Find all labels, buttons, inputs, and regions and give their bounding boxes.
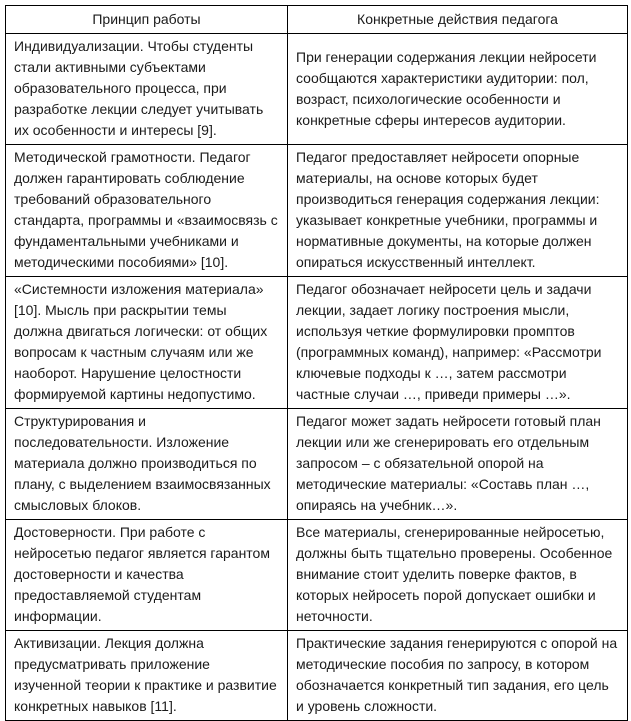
table-row: [6, 409, 628, 520]
table-row: [6, 631, 628, 721]
actions-cell: При генерации содержания лекции нейросети сообщаются характеристики аудитории: пол, возраст, психологические особенности и конкретные сферы интересов аудитории.: [288, 34, 628, 145]
actions-cell: Педагог может задать нейросети готовый план лекции или же сгенерировать его отдельным запросом – с обязательной опорой на методические материалы: «Составь план …, опираясь на учебник…».: [288, 409, 628, 520]
table-row: [6, 145, 628, 277]
actions-cell: Педагог предоставляет нейросети опорные материалы, на основе которых будет производиться генерация содержания лекции: указывает конкретные учебники, программы и нормативные документы, на которые должен опираться искусственный интеллект.: [288, 145, 628, 277]
principle-cell: «Системности изложения материала» [10]. Мысль при раскрытии темы должна двигаться логически: от общих вопросам к частным случаям или же наоборот. Нарушение целостности формируемой картины недопустимо.: [6, 277, 288, 409]
header-principle: Принцип работы: [6, 6, 288, 34]
principle-cell: Структурирования и последовательности. Изложение материала должно производиться по плану, с выделением взаимосвязанных смысловых блоков.: [6, 409, 288, 520]
actions-cell: Практические задания генерируются с опорой на методические пособия по запросу, в котором обозначается конкретный тип задания, его цель и уровень сложности.: [288, 631, 628, 721]
table-row: [6, 277, 628, 409]
principle-cell: Индивидуализации. Чтобы студенты стали активными субъектами образовательного процесса, при разработке лекции следует учитывать их особенности и интересы [9].: [6, 34, 288, 145]
principle-cell: Методической грамотности. Педагог должен гарантировать соблюдение требований образовательного стандарта, программы и «взаимосвязь с фундаментальными учебниками и методическими пособиями» [10].: [6, 145, 288, 277]
actions-cell: Педагог обозначает нейросети цель и задачи лекции, задает логику построения мысли, используя четкие формулировки промптов (программных команд), например: «Рассмотри ключевые подходы к …, затем рассмотри частные случаи …, приведи примеры …».: [288, 277, 628, 409]
principle-cell: Достоверности. При работе с нейросетью педагог является гарантом достоверности и качества предоставляемой студентам информации.: [6, 520, 288, 631]
principle-cell: Активизации. Лекция должна предусматривать приложение изученной теории к практике и развитие конкретных навыков [11].: [6, 631, 288, 721]
header-row: [6, 6, 628, 34]
header-actions: Конкретные действия педагога: [288, 6, 628, 34]
table-row: [6, 520, 628, 631]
table-row: [6, 34, 628, 145]
actions-cell: Все материалы, сгенерированные нейросетью, должны быть тщательно проверены. Особенное внимание стоит уделить поверке фактов, в которых нейросеть порой допускает ошибки и неточности.: [288, 520, 628, 631]
principles-table: [5, 5, 628, 721]
